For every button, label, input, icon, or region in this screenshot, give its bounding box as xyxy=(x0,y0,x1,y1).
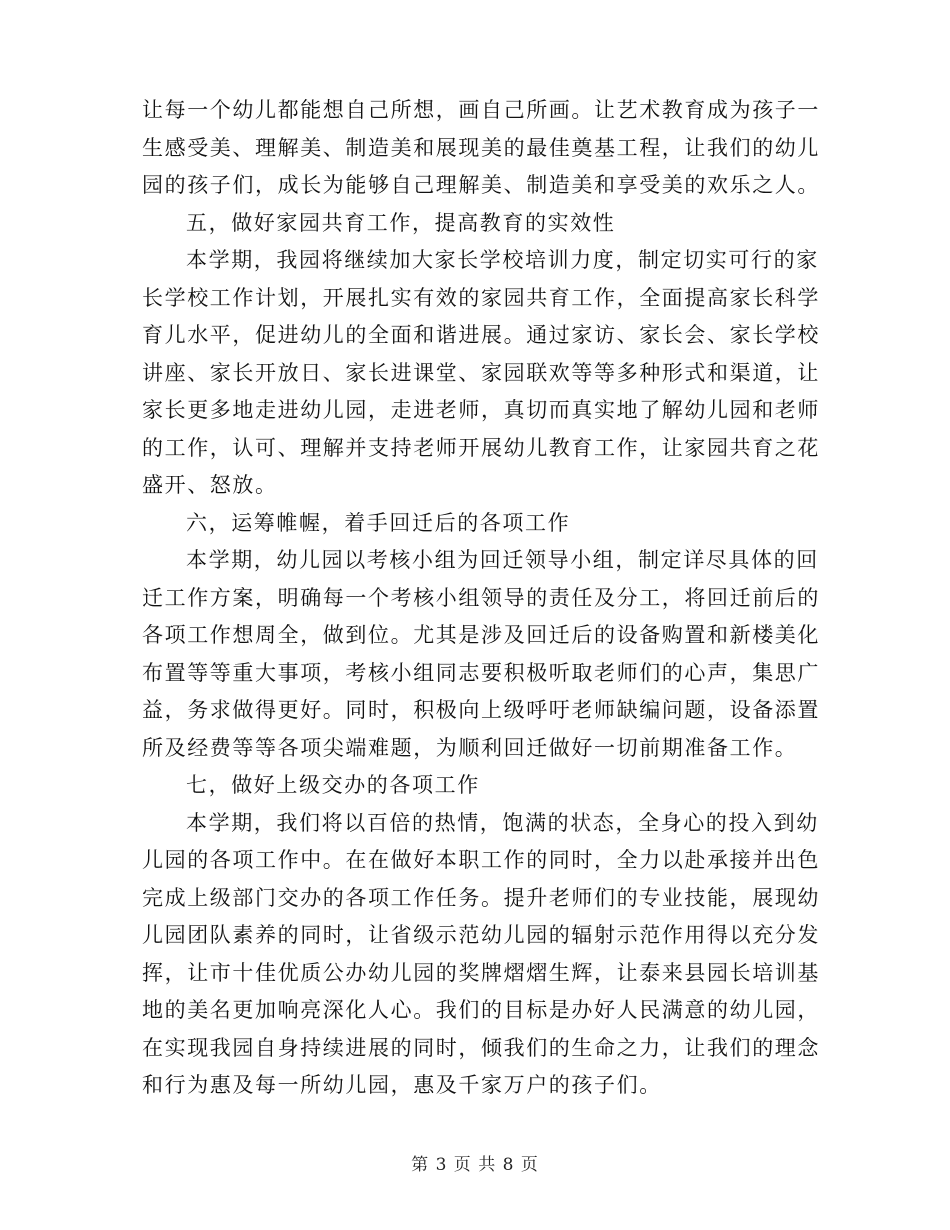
text-line: 生感受美、理解美、制造美和展现美的最佳奠基工程，让我们的幼儿 xyxy=(142,135,820,160)
text-line: 和行为惠及每一所幼儿园，惠及千家万户的孩子们。 xyxy=(142,1073,662,1097)
text-line: 长学校工作计划，开展扎实有效的家园共育工作，全面提高家长科学 xyxy=(142,285,820,310)
body-paragraph xyxy=(142,805,820,1105)
text-line: 让每一个幼儿都能想自己所想，画自己所画。让艺术教育成为孩子一 xyxy=(142,98,820,122)
text-line: 迁工作方案，明确每一个考核小组领导的责任及分工，将回迁前后的 xyxy=(142,585,820,610)
body-paragraph xyxy=(142,92,820,205)
text-line: 各项工作想周全，做到位。尤其是涉及回迁后的设备购置和新楼美化 xyxy=(142,623,820,647)
text-line: 盛开、怒放。 xyxy=(142,473,278,497)
body-paragraph xyxy=(142,242,820,505)
text-line: 布置等等重大事项，考核小组同志要积极听取老师们的心声，集思广 xyxy=(142,660,820,685)
text-line: 本学期，我园将继续加大家长学校培训力度，制定切实可行的家 xyxy=(186,248,819,272)
text-line: 家长更多地走进幼儿园，走进老师，真切而真实地了解幼儿园和老师 xyxy=(142,398,820,422)
text-line: 五，做好家园共育工作，提高教育的实效性 xyxy=(186,210,616,235)
page-footer: 第 3 页 共 8 页 xyxy=(411,1155,539,1175)
text-line: 七，做好上级交办的各项工作 xyxy=(186,773,480,797)
text-line: 在实现我园自身持续进展的同时，倾我们的生命之力，让我们的理念 xyxy=(142,1035,820,1060)
text-line: 本学期，幼儿园以考核小组为回迁领导小组，制定详尽具体的回 xyxy=(186,548,819,572)
document-body xyxy=(142,92,820,1105)
section-heading xyxy=(142,505,802,543)
text-line: 育儿水平，促进幼儿的全面和谐进展。通过家访、家长会、家长学校 xyxy=(142,323,820,347)
text-line: 园的孩子们，成长为能够自己理解美、制造美和享受美的欢乐之人。 xyxy=(142,173,820,197)
text-line: 六，运筹帷幄，着手回迁后的各项工作 xyxy=(186,510,571,535)
body-paragraph xyxy=(142,542,820,767)
text-line: 所及经费等等各项尖端难题，为顺利回迁做好一切前期准备工作。 xyxy=(142,735,798,760)
text-line: 完成上级部门交办的各项工作任务。提升老师们的专业技能，展现幼 xyxy=(142,885,820,910)
text-line: 儿园团队素养的同时，让省级示范幼儿园的辐射示范作用得以充分发 xyxy=(142,923,820,947)
section-heading xyxy=(142,205,802,243)
text-line: 本学期，我们将以百倍的热情，饱满的状态，全身心的投入到幼 xyxy=(186,810,819,835)
text-line: 讲座、家长开放日、家长进课堂、家园联欢等等多种形式和渠道，让 xyxy=(142,360,820,385)
text-line: 益，务求做得更好。同时，积极向上级呼吁老师缺编问题，设备添置 xyxy=(142,698,820,722)
text-line: 的工作，认可、理解并支持老师开展幼儿教育工作，让家园共育之花 xyxy=(142,435,820,460)
section-heading xyxy=(142,767,802,805)
text-line: 地的美名更加响亮深化人心。我们的目标是办好人民满意的幼儿园， xyxy=(142,998,820,1022)
text-line: 挥，让市十佳优质公办幼儿园的奖牌熠熠生辉，让泰来县园长培训基 xyxy=(142,960,820,985)
text-line: 儿园的各项工作中。在在做好本职工作的同时，全力以赴承接并出色 xyxy=(142,848,820,872)
